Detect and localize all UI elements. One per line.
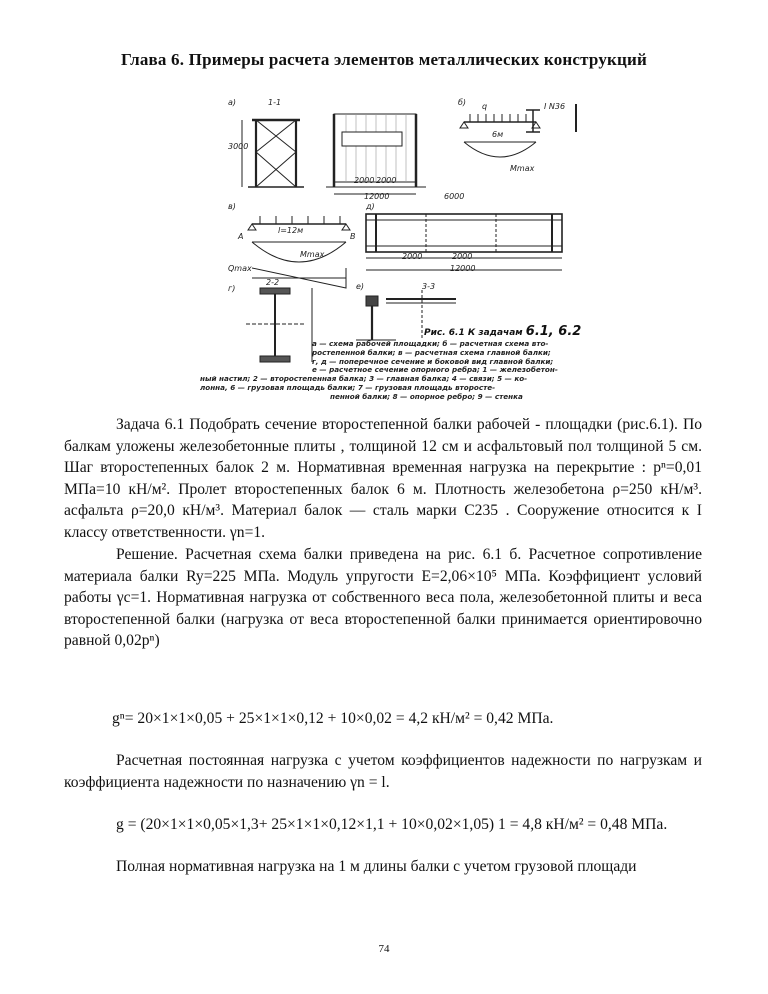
label-mmax-v: Mmax xyxy=(300,250,325,259)
figure-caption: Рис. 6.1 К задачам 6.1, 6.2 xyxy=(424,324,582,339)
label-6000: 6000 xyxy=(444,192,465,201)
label-v: в) xyxy=(228,202,236,211)
label-a: a) xyxy=(228,98,237,107)
legend-line: ный настил; 2 — второстепенная балка; 3 — главная балка; 4 — связи; 5 — ко- xyxy=(200,374,528,384)
legend-line: е — расчетное сечение опорного ребра; 1 — железобетон- xyxy=(312,365,558,375)
label-2000-c: 2000 xyxy=(402,252,423,261)
label-2000-b: 2000 xyxy=(376,176,397,185)
label-12000: 12000 xyxy=(364,192,390,201)
label-2000-a: 2000 xyxy=(354,176,375,185)
legend-line: ростепенной балки; в — расчетная схема главной балки; xyxy=(312,347,551,357)
legend-line: пенной балки; 8 — опорное ребро; 9 — стенка xyxy=(330,391,523,401)
label-6m: 6м xyxy=(492,130,504,139)
label-i36: I N36 xyxy=(544,102,566,111)
paragraph-solution: Решение. Расчетная схема балки приведена на рис. 6.1 б. Расчетное сопротивление материала балки Ry=225 МПа. Модуль упругости E=2,06×10⁵ МПа. Коэффициент условий работы γc=1. Нормативная нагрузка от собственного веса пола, железобетонной плиты и веса второстепенной балки (нагрузка от веса второстепенной балки принимается ориентировочно равной 0,02pⁿ) xyxy=(64,546,702,649)
paragraph-full-load: Полная нормативная нагрузка на 1 м длины балки с учетом грузовой площади xyxy=(116,858,637,875)
label-mmax-b: Mmax xyxy=(510,164,535,173)
panel-a-frame xyxy=(242,120,304,187)
label-section-1-1: 1-1 xyxy=(268,98,282,107)
legend-line: г, д — поперечное сечение и боковой вид главной балки; xyxy=(312,356,554,366)
paragraph-design-load: Расчетная постоянная нагрузка с учетом коэффициентов надежности по нагрузкам и коэффициента надежности по назначению γn = l. xyxy=(64,752,702,791)
formula-gn: gⁿ= 20×1×1×0,05 + 25×1×1×0,12 + 10×0,02 = 4,2 кН/м² = 0,42 МПа. xyxy=(112,710,554,727)
label-e: e) xyxy=(356,282,365,291)
legend-line: лонна, 6 — грузовая площадь балки; 7 — грузовая площадь второсте- xyxy=(200,382,496,392)
panel-d-side xyxy=(366,214,562,270)
label-qmax: Qmax xyxy=(228,264,252,273)
paragraph-task: Задача 6.1 Подобрать сечение второстепенной балки рабочей - площадки (рис.6.1). По балкам уложены железобетонные плиты , толщиной 12 см и асфальтовый пол толщиной 5 см. Шаг второстепенных балок 2 м. Нормативная временная нагрузка на перекрытие : pⁿ=0,01 МПа=10 кН/м². Пролет второстепенных балок 6 м. Плотность железобетона ρ=250 кН/м³. асфальта ρ=20,0 кН/м³. Материал балок — сталь марки С235 . Сооружение относится к I классу ответственности. γn=1. xyxy=(64,416,702,541)
label-B: B xyxy=(350,232,356,241)
label-l12: l=12м xyxy=(278,226,304,235)
figure-legend xyxy=(200,339,592,402)
label-g: г) xyxy=(228,284,236,293)
label-b: б) xyxy=(458,98,467,107)
label-A: A xyxy=(238,232,244,241)
label-3000: 3000 xyxy=(228,142,249,151)
label-q: q xyxy=(482,102,488,111)
chapter-title: Глава 6. Примеры расчета элементов металлических конструкций xyxy=(120,50,648,69)
label-2000-d: 2000 xyxy=(452,252,473,261)
legend-line: a — схема рабочей площадки; б — расчетная схема вто- xyxy=(312,339,549,348)
figure-6-1 xyxy=(200,92,592,404)
formula-g: g = (20×1×1×0,05×1,3+ 25×1×1×0,12×1,1 + 10×0,02×1,05) 1 = 4,8 кН/м² = 0,48 МПа. xyxy=(116,816,668,833)
label-12000-b: 12000 xyxy=(450,264,476,273)
label-3-3: 3-3 xyxy=(422,282,436,291)
panel-b-scheme xyxy=(460,104,576,157)
label-2-2: 2-2 xyxy=(266,278,280,287)
page-number: 74 xyxy=(378,943,390,955)
label-d: д) xyxy=(366,202,375,211)
